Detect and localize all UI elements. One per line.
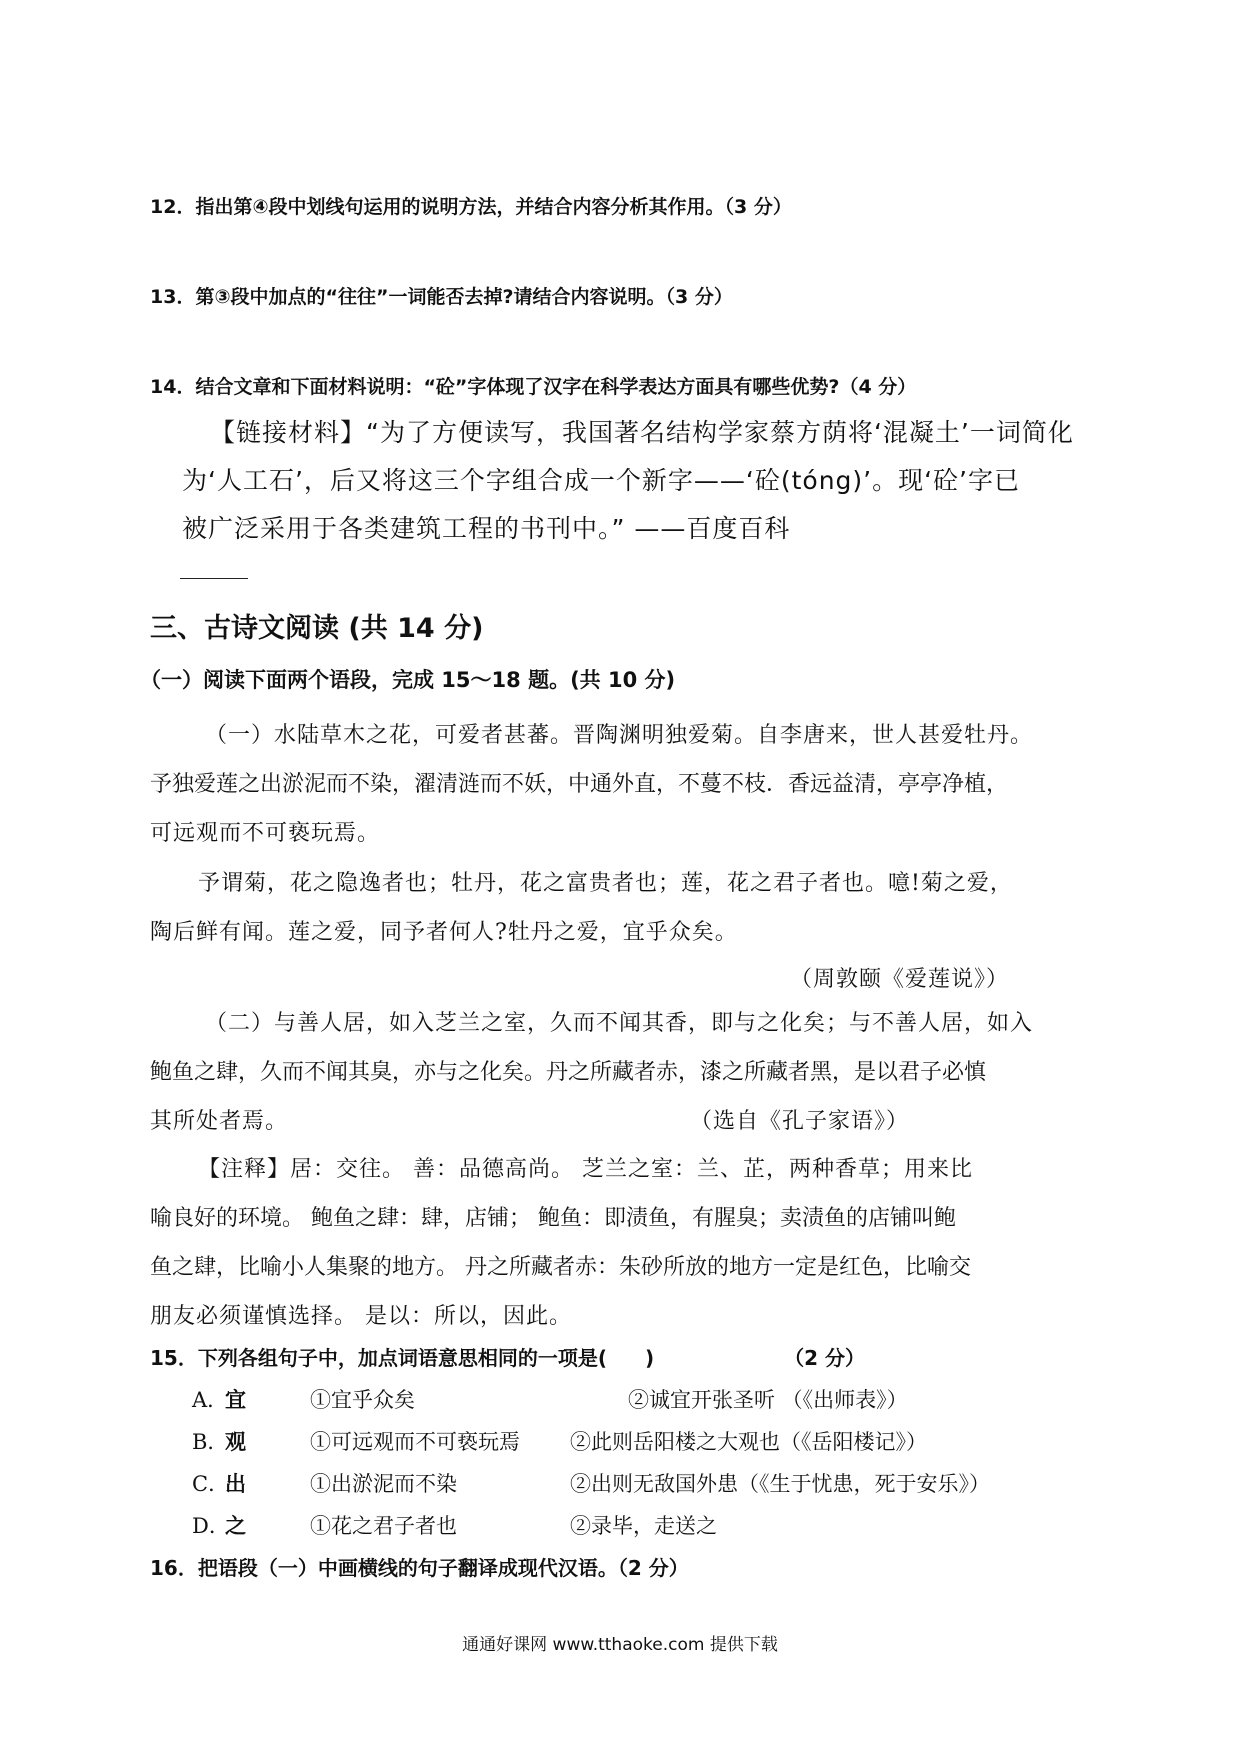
question-14: 14．结合文章和下面材料说明：“砼”字体现了汉字在科学表达方面具有哪些优势?（4 分）	[150, 376, 917, 398]
passage2-line-3: 其所处者焉。	[150, 1109, 289, 1134]
passage1-line-3: 可远观而不可亵玩焉。	[150, 821, 381, 846]
option-d-word: 之	[225, 1513, 246, 1538]
link-material-line-2: 为‘人工石’，后又将这三个字组合成一个新字——‘砼(tóng)’。现‘砼’字已	[182, 466, 1021, 495]
passage2-line-2: 鲍鱼之肆，久而不闻其臭，亦与之化矣。丹之所藏者赤，漆之所藏者黑，是以君子必慎	[150, 1060, 987, 1085]
question-15-paren: )	[644, 1346, 655, 1370]
footer-credit: 通通好课网 www.tthaoke.com 提供下载	[462, 1635, 778, 1655]
link-material-line-3: 被广泛采用于各类建筑工程的书刊中。” ——百度百科	[182, 514, 791, 543]
option-a-letter: A．	[192, 1388, 229, 1412]
option-b-word: 观	[225, 1429, 246, 1454]
option-b-sentence-1: ①可远观而不可亵玩焉	[310, 1430, 520, 1454]
link-material-line-1: 【链接材料】“为了方便读写，我国著名结构学家蔡方荫将‘混凝土’一词简化	[210, 418, 1074, 447]
option-b-letter: B．	[192, 1430, 229, 1454]
passage2-source: （选自《孔子家语》）	[690, 1109, 910, 1134]
option-c-word: 出	[225, 1471, 246, 1496]
question-15-points: （2 分）	[784, 1346, 866, 1370]
option-a-word: 宜	[225, 1387, 246, 1412]
option-b-sentence-2: ②此则岳阳楼之大观也（《岳阳楼记》）	[570, 1430, 927, 1454]
option-c-sentence-1: ①出淤泥而不染	[310, 1472, 457, 1496]
section-title: 三、古诗文阅读 (共 14 分)	[150, 613, 484, 644]
section-subtitle: （一）阅读下面两个语段，完成 15～18 题。(共 10 分)	[140, 668, 676, 692]
question-15-text: 15．下列各组句子中，加点词语意思相同的一项是(	[150, 1346, 607, 1370]
note-line-3: 鱼之肆，比喻小人集聚的地方。 丹之所藏者赤：朱砂所放的地方一定是红色，比喻交	[150, 1255, 971, 1280]
option-a-sentence-1: ①宜乎众矣	[310, 1388, 415, 1412]
answer-rule	[180, 578, 248, 579]
question-12: 12．指出第④段中划线句运用的说明方法，并结合内容分析其作用。（3 分）	[150, 196, 792, 218]
option-c-letter: C．	[192, 1472, 230, 1496]
question-16: 16．把语段（一）中画横线的句子翻译成现代汉语。（2 分）	[150, 1556, 689, 1580]
passage1-line-2: 予独爱莲之出淤泥而不染，濯清涟而不妖，中通外直，不蔓不枝．香远益清，亭亭净植，	[150, 772, 1009, 797]
passage1-source: （周敦颐《爱莲说》）	[790, 967, 1010, 992]
passage2-line-1: （二）与善人居，如入芝兰之室，久而不闻其香，即与之化矣；与不善人居，如入	[205, 1011, 1034, 1036]
option-d-sentence-1: ①花之君子者也	[310, 1514, 457, 1538]
passage1-line-1: （一）水陆草木之花，可爱者甚蕃。晋陶渊明独爱菊。自李唐来，世人甚爱牡丹。	[205, 723, 1034, 748]
note-line-1: 【注释】居：交往。 善：品德高尚。 芝兰之室：兰、芷，两种香草；用来比	[198, 1157, 973, 1182]
passage1-line-4: 予谓菊，花之隐逸者也；牡丹，花之富贵者也；莲，花之君子者也。噫!菊之爱，	[198, 871, 1013, 896]
note-line-4: 朋友必须谨慎选择。 是以：所以，因此。	[150, 1304, 572, 1329]
question-13: 13．第③段中加点的“往往”一词能否去掉?请结合内容说明。（3 分）	[150, 286, 733, 308]
passage1-line-5: 陶后鲜有闻。莲之爱，同予者何人?牡丹之爱，宜乎众矣。	[150, 920, 738, 945]
option-a-sentence-2: ②诚宜开张圣听 （《出师表》）	[628, 1388, 908, 1412]
option-d-letter: D．	[192, 1514, 230, 1538]
option-d-sentence-2: ②录毕，走送之	[570, 1514, 717, 1538]
note-line-2: 喻良好的环境。 鲍鱼之肆：肆，店铺； 鲍鱼：即渍鱼，有腥臭；卖渍鱼的店铺叫鲍	[150, 1206, 956, 1231]
option-c-sentence-2: ②出则无敌国外患（《生于忧患，死于安乐》）	[570, 1472, 990, 1496]
question-15-stem	[150, 1342, 865, 1371]
